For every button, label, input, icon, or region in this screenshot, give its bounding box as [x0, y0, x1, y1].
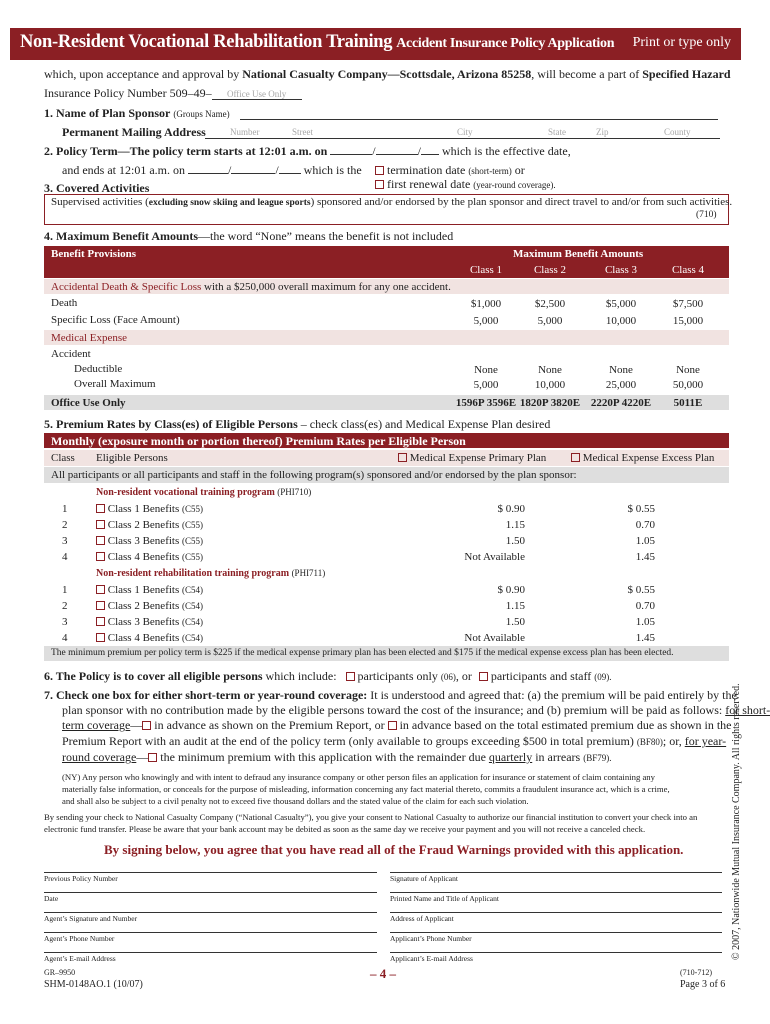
primary-rate: 1.15: [505, 600, 525, 612]
office-value: 5011E: [673, 397, 703, 409]
title-bar: [10, 28, 741, 60]
excess-rate: 1.05: [635, 616, 655, 628]
mailing-address-field[interactable]: [205, 138, 720, 139]
program-1-title: Non-resident vocational training program (PHI710): [96, 487, 312, 498]
intro-line-1: which, upon acceptance and approval by National Casualty Company—Scottsdale, Arizona 85258, will become a part of Specified Hazard: [44, 67, 731, 81]
q1-label: 1. Name of Plan Sponsor (Groups Name): [44, 106, 230, 120]
q5-label: 5. Premium Rates by Class(es) of Eligible Persons – check class(es) and Medical Expense Plan desired: [44, 417, 551, 431]
class-number: 4: [62, 551, 68, 563]
app_email-label: Applicant’s E-mail Address: [390, 954, 473, 963]
class-2-header: Class 2: [533, 264, 567, 276]
primary-rate: $ 0.90: [497, 584, 525, 596]
overall-value: 10,000: [534, 379, 566, 391]
excess-plan-option[interactable]: Medical Expense Excess Plan: [571, 452, 714, 464]
premium-bar: Monthly (exposure month or portion thereof) Premium Rates per Eligible Person: [51, 434, 466, 448]
excess-rate: $ 0.55: [627, 503, 655, 515]
renewal-checkbox[interactable]: [375, 180, 384, 189]
app_email-field[interactable]: [390, 952, 722, 953]
termination-checkbox[interactable]: [375, 166, 384, 175]
excess-rate: 1.05: [635, 535, 655, 547]
form-subtitle: Accident Insurance Policy Application: [396, 36, 615, 51]
class-checkbox[interactable]: [96, 552, 105, 561]
primary-rate: Not Available: [464, 551, 525, 563]
policy-number-field[interactable]: Office Use Only: [212, 89, 302, 100]
print-note: Print or type only: [632, 35, 731, 50]
date-field[interactable]: [44, 892, 377, 893]
class-option[interactable]: Class 4 Benefits (C54): [96, 632, 203, 644]
overall-value: 25,000: [605, 379, 637, 391]
sig_app-field[interactable]: [390, 872, 722, 873]
participants-staff-checkbox[interactable]: [479, 672, 488, 681]
class-number: 3: [62, 616, 68, 628]
agent_sig-label: Agent’s Signature and Number: [44, 914, 138, 923]
minimum-premium-note: The minimum premium per policy term is $225 if the medical expense primary plan has been elected and $175 if the medical expense excess plan has been elected.: [51, 648, 674, 658]
class-number: 1: [62, 503, 68, 515]
medical-expense-label: Medical Expense: [51, 332, 128, 344]
mailing-label: Permanent Mailing Address: [62, 125, 206, 139]
q2-line-1: 2. Policy Term—The policy term starts at 12:01 a.m. on / / which is the effective date,: [44, 144, 571, 158]
date-label: Date: [44, 894, 59, 903]
printed-label: Printed Name and Title of Applicant: [390, 894, 499, 903]
covered-activities-text: Supervised activities (excluding snow skiing and league sports) sponsored and/or endorsed by the plan sponsor and direct travel to and/or from such activities.: [51, 196, 733, 208]
q4-label: 4. Maximum Benefit Amounts—the word “None” means the benefit is not included: [44, 229, 454, 243]
class-option[interactable]: Class 2 Benefits (C55): [96, 519, 203, 531]
start-date-field[interactable]: [330, 154, 372, 155]
death-value: $5,000: [605, 298, 637, 310]
agent_phone-field[interactable]: [44, 932, 377, 933]
class-checkbox[interactable]: [96, 504, 105, 513]
agent_phone-label: Agent’s Phone Number: [44, 934, 115, 943]
q2-line-2: and ends at 12:01 a.m. on / / which is the: [62, 163, 362, 177]
class-number: 2: [62, 519, 68, 531]
office-value: 2220P 4220E: [590, 397, 652, 409]
class-option[interactable]: Class 1 Benefits (C55): [96, 503, 203, 515]
agent_email-field[interactable]: [44, 952, 377, 953]
sig_app-label: Signature of Applicant: [390, 874, 458, 883]
excess-rate: 0.70: [635, 600, 655, 612]
class-checkbox[interactable]: [96, 601, 105, 610]
excess-rate: 1.45: [635, 551, 655, 563]
q3-label: 3. Covered Activities: [44, 181, 150, 195]
add-title: Accidental Death & Specific Loss with a $250,000 overall maximum for any one accident.: [51, 281, 451, 293]
class-1-header: Class 1: [469, 264, 503, 276]
excess-rate: 1.45: [635, 632, 655, 644]
class-checkbox[interactable]: [96, 520, 105, 529]
address-field[interactable]: [390, 912, 722, 913]
deductible-value: None: [609, 364, 633, 376]
specific-value: 5,000: [537, 315, 563, 327]
class-option[interactable]: Class 1 Benefits (C54): [96, 584, 203, 596]
office-value: 1596P 3596E: [455, 397, 517, 409]
prev-label: Previous Policy Number: [44, 874, 118, 883]
specific-value: 15,000: [672, 315, 704, 327]
class-checkbox[interactable]: [96, 633, 105, 642]
deductible-value: None: [676, 364, 700, 376]
participants-only-checkbox[interactable]: [346, 672, 355, 681]
primary-plan-checkbox[interactable]: [398, 453, 407, 462]
primary-rate: 1.50: [505, 535, 525, 547]
deductible-value: None: [538, 364, 562, 376]
copyright-note: © 2007, Nationwide Mutual Insurance Company. All rights reserved.: [731, 683, 742, 960]
class-number: 4: [62, 632, 68, 644]
class-number: 2: [62, 600, 68, 612]
class-checkbox[interactable]: [96, 536, 105, 545]
class-number: 1: [62, 584, 68, 596]
excess-rate: $ 0.55: [627, 584, 655, 596]
class-3-header: Class 3: [604, 264, 638, 276]
short-term-estimated-checkbox[interactable]: [388, 721, 397, 730]
agent_email-label: Agent’s E-mail Address: [44, 954, 116, 963]
deductible-value: None: [474, 364, 498, 376]
class-4-header: Class 4: [671, 264, 705, 276]
plan-sponsor-field[interactable]: [240, 119, 718, 120]
primary-rate: 1.50: [505, 616, 525, 628]
year-round-checkbox[interactable]: [148, 753, 157, 762]
page-number: – 4 –: [370, 966, 396, 981]
death-value: $1,000: [470, 298, 502, 310]
class-number: 3: [62, 535, 68, 547]
primary-rate: 1.15: [505, 519, 525, 531]
excess-plan-checkbox[interactable]: [571, 453, 580, 462]
address-label: Address of Applicant: [390, 914, 454, 923]
program-2-title: Non-resident rehabilitation training program (PHI711): [96, 568, 326, 579]
form-number: SHM-0148AO.1 (10/07): [44, 979, 143, 990]
specific-value: 5,000: [473, 315, 499, 327]
signing-statement: By signing below, you agree that you have read all of the Fraud Warnings provided with this application.: [104, 842, 684, 857]
death-value: $7,500: [672, 298, 704, 310]
primary-rate: $ 0.90: [497, 503, 525, 515]
class-checkbox[interactable]: [96, 617, 105, 626]
app_phone-label: Applicant’s Phone Number: [390, 934, 472, 943]
q6-line: 6. The Policy is to cover all eligible persons which include: participants only (06), or participants and staff (09).: [44, 669, 612, 683]
class-option[interactable]: Class 4 Benefits (C55): [96, 551, 203, 563]
form-title: Non-Resident Vocational Rehabilitation Training: [20, 32, 393, 52]
printed-field[interactable]: [390, 892, 722, 893]
class-checkbox[interactable]: [96, 585, 105, 594]
primary-plan-option[interactable]: Medical Expense Primary Plan: [398, 452, 546, 464]
office-value: 1820P 3820E: [519, 397, 581, 409]
agent_sig-field[interactable]: [44, 912, 377, 913]
intro-line-2: Insurance Policy Number 509–49– Office Use Only: [44, 86, 302, 101]
short-term-advance-checkbox[interactable]: [142, 721, 151, 730]
end-date-field[interactable]: [188, 173, 228, 174]
class-option[interactable]: Class 3 Benefits (C54): [96, 616, 203, 628]
class-option[interactable]: Class 2 Benefits (C54): [96, 600, 203, 612]
death-value: $2,500: [534, 298, 566, 310]
overall-value: 5,000: [473, 379, 499, 391]
excess-rate: 0.70: [635, 519, 655, 531]
prev-field[interactable]: [44, 872, 377, 873]
primary-rate: Not Available: [464, 632, 525, 644]
specific-value: 10,000: [605, 315, 637, 327]
class-option[interactable]: Class 3 Benefits (C55): [96, 535, 203, 547]
overall-value: 50,000: [672, 379, 704, 391]
renewal-option[interactable]: first renewal date (year-round coverage).: [375, 177, 556, 192]
app_phone-field[interactable]: [390, 932, 722, 933]
termination-option[interactable]: termination date (short-term) or: [375, 163, 525, 178]
